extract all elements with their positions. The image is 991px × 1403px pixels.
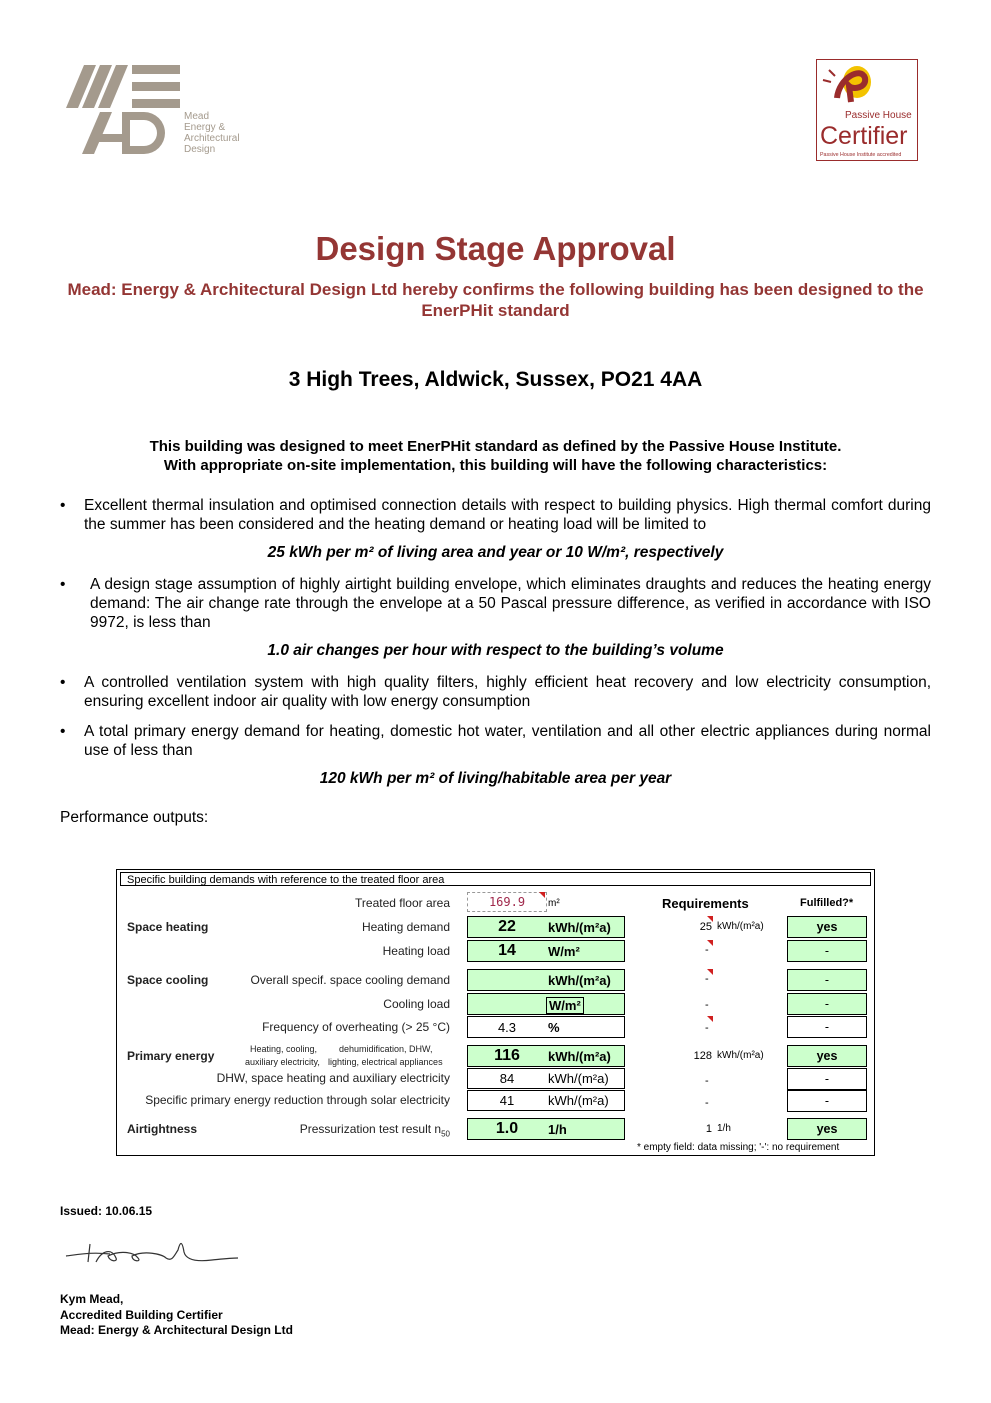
passive-house-certifier-logo xyxy=(816,59,918,161)
heating-demand-value: 22 xyxy=(498,918,516,935)
logo-line-3: Architectural xyxy=(184,133,240,144)
signature-image xyxy=(62,1232,242,1272)
pe-main-fulfilled: yes xyxy=(787,1045,867,1067)
comment-marker xyxy=(707,940,713,946)
tfa-unit: m² xyxy=(548,898,560,909)
comment-marker xyxy=(707,916,713,922)
airtight-fulfilled: yes xyxy=(787,1118,867,1140)
pe-dhw-value: 84 xyxy=(499,1071,515,1086)
signatory-block xyxy=(60,1292,293,1339)
overheating-value: 4.3 xyxy=(497,1020,517,1035)
pe-dhw-req: - xyxy=(705,1075,709,1087)
heating-demand-unit: kWh/(m²a) xyxy=(548,920,611,935)
pe-label-c: auxiliary electricity, xyxy=(245,1057,320,1067)
heating-demand-cell xyxy=(467,916,625,938)
table-header: Specific building demands with reference to the treated floor area xyxy=(120,872,871,886)
pe-dhw-label: DHW, space heating and auxiliary electricity xyxy=(216,1071,450,1085)
pe-label-a: Heating, cooling, xyxy=(250,1044,318,1054)
building-address: 3 High Trees, Aldwick, Sussex, PO21 4AA xyxy=(288,368,703,391)
subtitle: Mead: Energy & Architectural Design Ltd hereby confirms the following building has been designed to the EnerPHit standard xyxy=(67,280,924,320)
overheating-unit: % xyxy=(548,1020,560,1035)
group-space-heating: Space heating xyxy=(127,920,209,934)
comment-marker xyxy=(707,969,713,975)
heating-demand-req-unit: kWh/(m²a) xyxy=(717,921,764,932)
bullet-dot: • xyxy=(60,576,66,593)
cooling-demand-cell xyxy=(467,969,625,991)
heating-load-req: - xyxy=(705,944,709,956)
pe-solar-unit: kWh/(m²a) xyxy=(548,1093,609,1108)
group-airtightness: Airtightness xyxy=(127,1122,198,1136)
overheating-req: - xyxy=(705,1022,709,1034)
intro xyxy=(60,437,931,475)
requirement-1: 25 kWh per m² of living area and year or 10 W/m², respectively xyxy=(267,544,724,561)
group-space-cooling: Space cooling xyxy=(127,973,209,987)
bullet-4 xyxy=(60,722,931,760)
pe-dhw-cell xyxy=(467,1068,625,1089)
pe-solar-fulfilled: - xyxy=(787,1090,867,1112)
overheating-cell xyxy=(467,1016,625,1038)
airtight-label xyxy=(267,1122,450,1138)
cooling-demand-label: Overall specif. space cooling demand xyxy=(250,973,450,987)
signatory-name: Kym Mead, xyxy=(60,1292,124,1306)
group-primary-energy: Primary energy xyxy=(127,1049,215,1063)
pe-solar-label: Specific primary energy reduction through solar electricity xyxy=(145,1093,450,1107)
logo-line-2: Energy & xyxy=(184,122,226,133)
bullet-1 xyxy=(60,496,931,534)
logo-line-4: Design xyxy=(184,144,216,155)
fulfilled-header: Fulfilled?* xyxy=(800,897,854,909)
airtight-req: 1 xyxy=(705,1123,712,1135)
pe-main-cell xyxy=(467,1045,625,1067)
signatory-role: Accredited Building Certifier xyxy=(60,1307,223,1322)
bullet-text: Excellent thermal insulation and optimised connection details with respect to building physics. High thermal comfort during the summer has been considered and the heating demand or heating load will be limited to xyxy=(84,497,931,533)
cooling-demand-unit: kWh/(m²a) xyxy=(548,973,611,988)
pe-main-req: 128 xyxy=(693,1050,712,1062)
performance-label: Performance outputs: xyxy=(60,809,209,826)
comment-marker xyxy=(707,1016,713,1022)
pe-solar-value: 41 xyxy=(499,1093,515,1108)
bullet-dot: • xyxy=(60,497,66,514)
table-footnote: * empty field: data missing; '-': no requirement xyxy=(637,1142,840,1153)
heating-load-fulfilled: - xyxy=(787,940,867,962)
bullet-dot: • xyxy=(60,674,66,691)
pe-dhw-unit: kWh/(m²a) xyxy=(548,1071,609,1086)
heating-demand-fulfilled: yes xyxy=(787,916,867,938)
heating-load-unit: W/m² xyxy=(548,944,580,959)
airtight-unit: 1/h xyxy=(548,1122,567,1137)
heating-load-cell xyxy=(467,940,625,962)
bullet-3 xyxy=(60,673,931,711)
overheating-fulfilled: - xyxy=(787,1016,867,1038)
comment-marker xyxy=(539,892,545,898)
pe-solar-cell xyxy=(467,1090,625,1111)
logo-line-1: Mead xyxy=(184,111,210,122)
requirement-4: 120 kWh per m² of living/habitable area per year xyxy=(319,770,672,787)
page-title: Design Stage Approval xyxy=(315,230,676,267)
airtight-value: 1.0 xyxy=(495,1120,519,1137)
mead-logo xyxy=(62,60,262,160)
intro-line-1: This building was designed to meet EnerPHit standard as defined by the Passive House Institute. xyxy=(149,438,842,455)
cooling-load-fulfilled: - xyxy=(787,993,867,1015)
pe-dhw-fulfilled: - xyxy=(787,1068,867,1090)
certifier-line3: Passive House Institute accredited xyxy=(820,152,902,158)
airtight-label-text: Pressurization test result n xyxy=(299,1122,442,1136)
heating-load-label: Heating load xyxy=(382,944,450,958)
certifier-line1: Passive House xyxy=(845,110,912,121)
cooling-demand-req: - xyxy=(705,973,709,985)
cooling-load-cell xyxy=(467,993,625,1015)
pe-main-req-unit: kWh/(m²a) xyxy=(717,1050,764,1061)
intro-line-2: With appropriate on-site implementation, this building will have the following characteristics: xyxy=(163,457,828,474)
pe-main-value: 116 xyxy=(494,1047,520,1064)
pe-main-unit: kWh/(m²a) xyxy=(548,1049,611,1064)
airtight-cell xyxy=(467,1118,625,1140)
tfa-cell xyxy=(467,892,547,912)
cooling-load-unit: W/m² xyxy=(546,997,584,1014)
tfa-label: Treated floor area xyxy=(355,896,450,910)
pe-solar-req: - xyxy=(705,1097,709,1109)
requirement-2: 1.0 air changes per hour with respect to the building’s volume xyxy=(267,642,724,659)
cooling-load-label: Cooling load xyxy=(383,997,450,1011)
cooling-demand-fulfilled: - xyxy=(787,969,867,991)
signatory-company: Mead: Energy & Architectural Design Ltd xyxy=(60,1323,293,1337)
bullet-text: A design stage assumption of highly airtight building envelope, which eliminates draughts and reduces the heating energy demand: The air change rate through the envelope at a 50 Pascal pressure difference, as verified in accordance with ISO 9972, is less than xyxy=(90,576,931,631)
heating-demand-req: 25 xyxy=(699,921,712,933)
bullet-2 xyxy=(60,575,931,632)
heating-load-value: 14 xyxy=(498,942,516,959)
issued-date: Issued: 10.06.15 xyxy=(60,1204,153,1218)
requirements-header: Requirements xyxy=(662,896,749,911)
performance-table xyxy=(116,869,875,1156)
bullet-dot: • xyxy=(60,723,66,740)
pe-label-d: lighting, electrical appliances xyxy=(328,1057,443,1067)
heating-demand-label: Heating demand xyxy=(361,920,450,934)
bullet-text: A total primary energy demand for heating, domestic hot water, ventilation and all other electric appliances during normal use of less than xyxy=(84,723,931,759)
airtight-req-unit: 1/h xyxy=(717,1123,731,1134)
overheating-label: Frequency of overheating (> 25 °C) xyxy=(262,1020,450,1034)
tfa-value: 169.9 xyxy=(488,895,526,909)
pe-label-b: dehumidification, DHW, xyxy=(339,1044,433,1054)
certifier-line2: Certifier xyxy=(820,122,908,150)
bullet-text: A controlled ventilation system with high quality filters, highly efficient heat recovery and low electricity consumption, ensuring excellent indoor air quality with low energy consumption xyxy=(84,674,931,710)
airtight-label-sub: 50 xyxy=(441,1129,450,1139)
cooling-load-req: - xyxy=(705,999,709,1011)
